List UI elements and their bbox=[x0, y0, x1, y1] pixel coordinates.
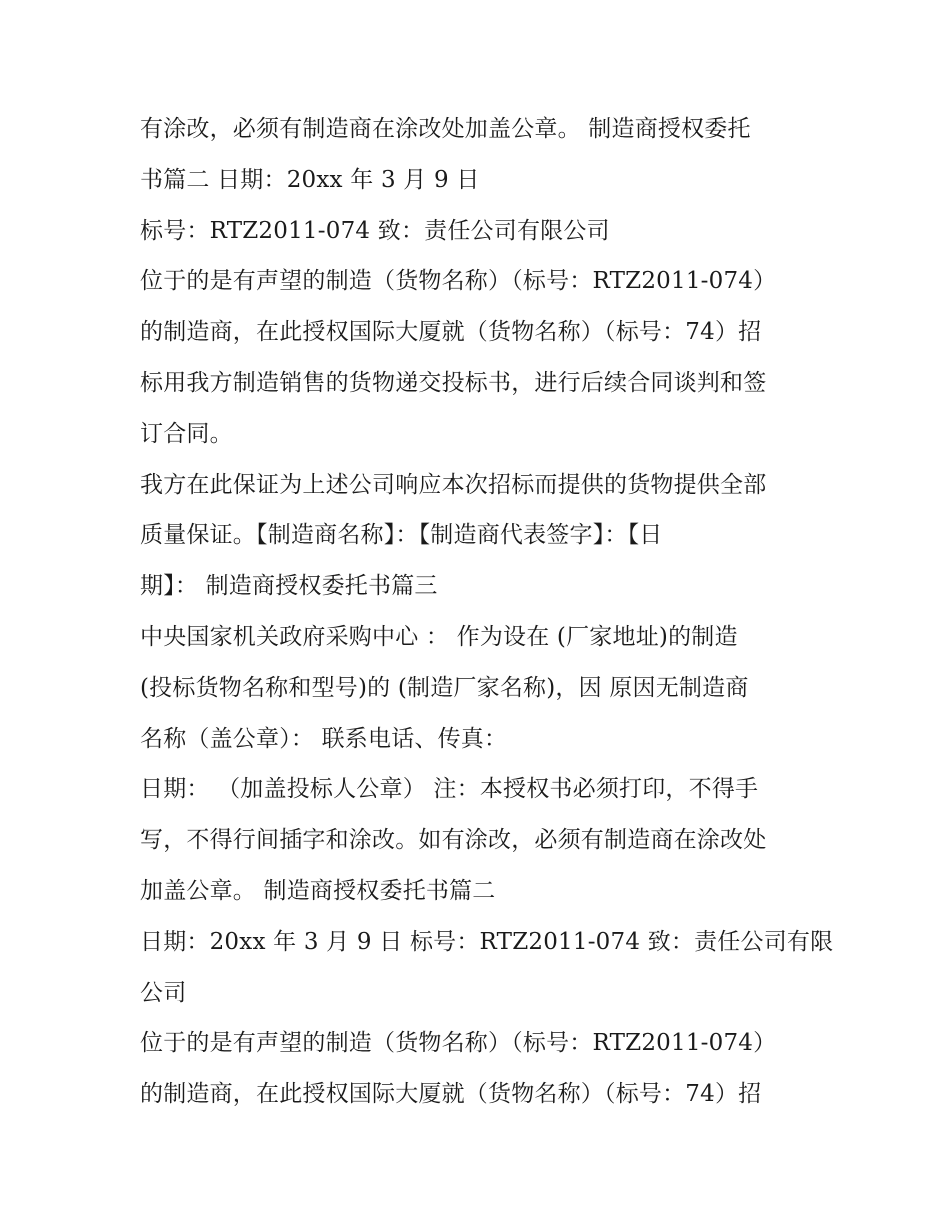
document-body bbox=[140, 104, 834, 1120]
text-line: 有涂改，必须有制造商在涂改处加盖公章。 制造商授权委托 bbox=[140, 116, 751, 142]
text-line: 的制造商，在此授权国际大厦就（货物名称）（标号：74）招 bbox=[140, 319, 762, 346]
text-line: 期】： 制造商授权委托书篇三 bbox=[140, 573, 438, 600]
text-line: 中央国家机关政府采购中心 ： 作为设在 (厂家地址)的制造 bbox=[140, 623, 738, 650]
text-line: 写，不得行间插字和涂改。如有涂改，必须有制造商在涂改处 bbox=[140, 827, 767, 854]
text-line: 加盖公章。 制造商授权委托书篇二 bbox=[140, 877, 496, 904]
text-line: (投标货物名称和型号)的 (制造厂家名称)，因 原因无制造商 bbox=[140, 674, 749, 701]
text-line: 我方在此保证为上述公司响应本次招标而提供的货物提供全部 bbox=[140, 471, 767, 498]
text-line: 质量保证。【制造商名称】：【制造商代表签字】：【日 bbox=[140, 522, 663, 549]
text-line: 公司 bbox=[140, 979, 187, 1006]
text-line: 书篇二 日期：20xx 年 3 月 9 日 bbox=[140, 166, 480, 193]
text-line: 标号：RTZ2011-074 致：责任公司有限公司 bbox=[140, 217, 610, 244]
text-line: 标用我方制造销售的货物递交投标书，进行后续合同谈判和签 bbox=[140, 369, 767, 396]
text-line: 名称（盖公章）： 联系电话、传真： bbox=[140, 725, 508, 752]
text-line: 位于的是有声望的制造（货物名称）（标号：RTZ2011-074） bbox=[140, 1030, 777, 1057]
text-line: 日期： （加盖投标人公章） 注：本授权书必须打印，不得手 bbox=[140, 776, 759, 803]
text-line: 订合同。 bbox=[140, 420, 233, 447]
text-line: 的制造商，在此授权国际大厦就（货物名称）（标号：74）招 bbox=[140, 1081, 762, 1108]
text-line: 日期：20xx 年 3 月 9 日 标号：RTZ2011-074 致：责任公司有限 bbox=[140, 928, 834, 955]
text-line: 位于的是有声望的制造（货物名称）（标号：RTZ2011-074） bbox=[140, 268, 777, 295]
